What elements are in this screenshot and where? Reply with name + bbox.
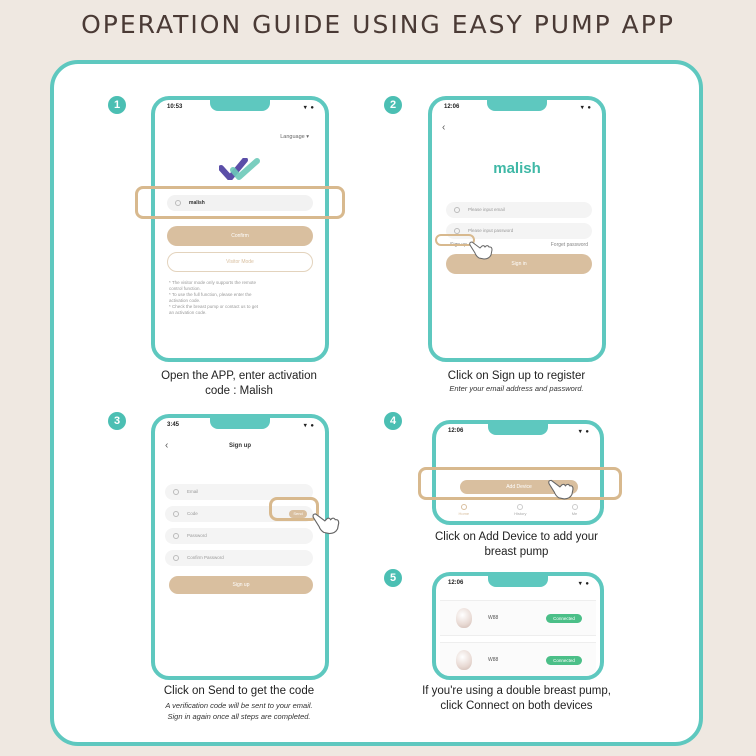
clock-icon [517, 504, 523, 510]
tab-home[interactable] [458, 504, 469, 516]
tab-label: Me [571, 511, 578, 516]
shield-icon [173, 511, 179, 517]
visitor-mode-button[interactable]: Visitor Mode [167, 252, 313, 272]
caption-line: code : Malish [205, 385, 273, 397]
signal-icon: ▾ ● [303, 105, 315, 111]
tab-history[interactable] [514, 504, 526, 516]
device-row[interactable] [440, 600, 596, 636]
send-code-button[interactable]: Send [289, 510, 307, 518]
status-bar [167, 104, 315, 114]
caption-line: If you're using a double breast pump, [422, 685, 611, 697]
guide-card [50, 60, 703, 746]
status-bar [444, 104, 592, 114]
device-name: W88 [488, 657, 499, 663]
back-chevron-icon[interactable]: ‹ [165, 440, 169, 451]
step-5-caption [399, 684, 634, 714]
signin-button[interactable]: Sign in [446, 254, 592, 274]
page-title: OPERATION GUIDE USING EASY PUMP APP [81, 10, 675, 39]
app-logo-icon [219, 158, 263, 180]
field-placeholder: Password [187, 533, 207, 538]
status-time: 10:53 [167, 104, 183, 110]
signal-icon: ▾ ● [578, 429, 590, 435]
forgot-password-link[interactable]: Forget password [550, 242, 588, 248]
caption-line: Click on Add Device to add your [434, 531, 598, 543]
step-5-phone [432, 572, 604, 680]
device-row[interactable] [440, 642, 596, 678]
step-5-badge: 5 [384, 569, 402, 587]
pointing-hand-icon [546, 476, 576, 500]
field-placeholder: Code [187, 511, 198, 516]
email-input[interactable] [446, 202, 592, 218]
pointing-hand-icon [311, 509, 341, 535]
breast-pump-image [456, 608, 472, 628]
note-line: activation code. [169, 298, 201, 303]
step-3-subcaption [124, 700, 354, 722]
pointing-hand-icon [468, 238, 494, 260]
note-line: * To use the full function, please enter the [169, 292, 252, 297]
activation-code-value: malish [189, 200, 205, 206]
step-2-badge: 2 [384, 96, 402, 114]
lock-icon [173, 533, 179, 539]
confirm-button[interactable]: Confirm [167, 226, 313, 246]
status-time: 3:45 [167, 422, 180, 428]
brand-logo: malish [493, 160, 541, 177]
tab-me[interactable] [572, 504, 578, 516]
language-selector[interactable]: Language ▾ [280, 134, 309, 140]
connected-badge[interactable]: Connected [546, 656, 582, 665]
step-2-phone [428, 96, 606, 362]
confirm-password-input[interactable] [165, 550, 313, 566]
device-name: W88 [488, 615, 499, 621]
step-3-badge: 3 [108, 412, 126, 430]
caption-line: Open the APP, enter activation [161, 370, 317, 382]
status-time: 12:06 [444, 104, 460, 110]
step-3-phone [151, 414, 329, 680]
password-placeholder: Please input password [468, 228, 514, 233]
step-4-caption [409, 530, 624, 560]
sub-line: Sign in again once all steps are completed. [167, 712, 311, 721]
caption-line: breast pump [484, 546, 549, 558]
status-time: 12:06 [448, 428, 464, 434]
signal-icon: ▾ ● [303, 423, 315, 429]
home-icon [461, 504, 467, 510]
connected-badge[interactable]: Connected [546, 614, 582, 623]
code-field-highlight [135, 186, 345, 219]
lock-icon [173, 555, 179, 561]
screen-title: Sign up [229, 443, 251, 449]
field-placeholder: Email [187, 489, 199, 494]
breast-pump-image [456, 650, 472, 670]
mail-icon [454, 207, 460, 213]
password-input[interactable] [165, 528, 313, 544]
tab-label: History [514, 511, 527, 516]
step-1-caption [134, 369, 344, 399]
note-line: * Check the breast pump or contact us to get [169, 304, 259, 309]
step-2-subcaption: Enter your email address and password. [449, 384, 584, 393]
signal-icon: ▾ ● [578, 581, 590, 587]
field-placeholder: Confirm Password [187, 555, 224, 560]
step-4-badge: 4 [384, 412, 402, 430]
step-1-badge: 1 [108, 96, 126, 114]
status-bar [448, 580, 590, 590]
signup-button[interactable]: Sign up [169, 576, 313, 594]
bottom-tab-bar [436, 504, 600, 516]
email-placeholder: Please input email [468, 207, 505, 212]
sub-line: A verification code will be sent to your email. [165, 701, 313, 710]
add-device-button[interactable]: Add Device [460, 480, 578, 494]
signal-icon: ▾ ● [580, 105, 592, 111]
visitor-notes [169, 280, 319, 316]
signup-link[interactable]: Sign up [450, 242, 467, 248]
status-bar [448, 428, 590, 438]
status-bar [167, 422, 315, 432]
mail-icon [173, 489, 179, 495]
add-device-highlight [418, 467, 622, 500]
note-line: control function. [169, 286, 201, 291]
back-chevron-icon[interactable]: ‹ [442, 122, 446, 133]
caption-line: click Connect on both devices [440, 700, 593, 712]
step-2-caption: Click on Sign up to register [447, 370, 586, 382]
status-time: 12:06 [448, 580, 464, 586]
user-icon [572, 504, 578, 510]
note-line: * The visitor mode only supports the remote [169, 280, 256, 285]
step-1-phone [151, 96, 329, 362]
step-3-caption: Click on Send to get the code [163, 685, 315, 697]
note-line: an activation code. [169, 310, 207, 315]
tab-label: Home [458, 511, 470, 516]
